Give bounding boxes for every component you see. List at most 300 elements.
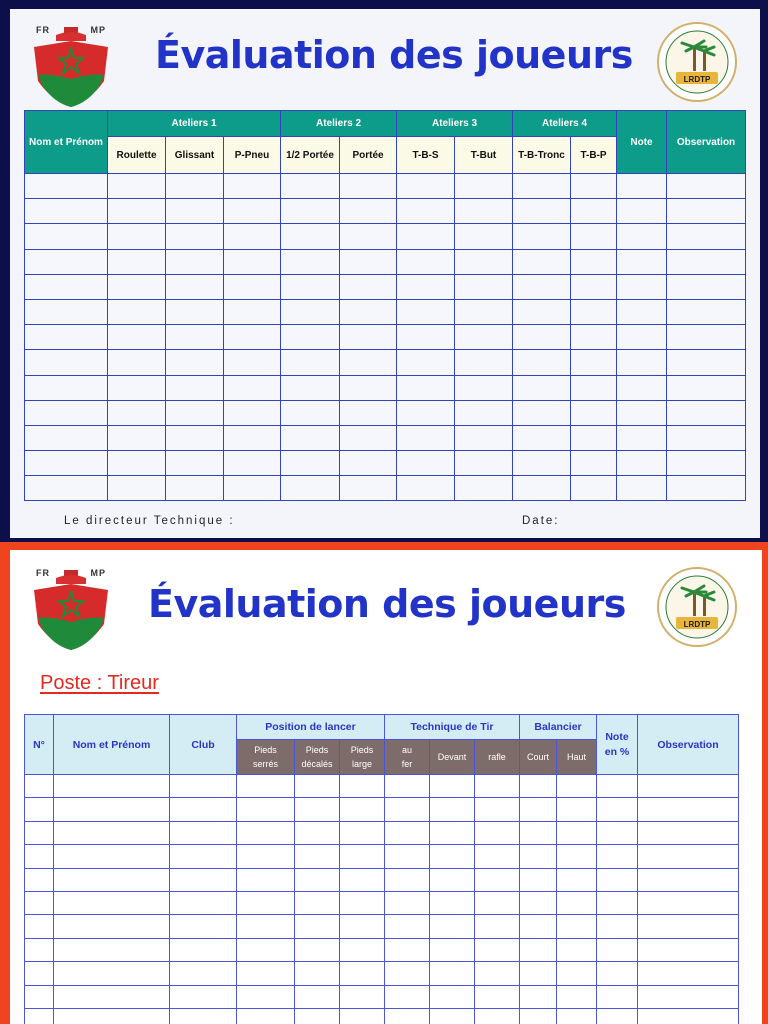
table-cell[interactable] bbox=[281, 299, 340, 324]
table-cell[interactable] bbox=[25, 350, 108, 375]
table-cell[interactable] bbox=[25, 985, 54, 1008]
table-cell[interactable] bbox=[385, 891, 430, 914]
table-cell[interactable] bbox=[224, 400, 281, 425]
table-cell[interactable] bbox=[430, 821, 475, 844]
table-cell[interactable] bbox=[557, 821, 597, 844]
table-cell[interactable] bbox=[340, 476, 397, 501]
table-cell[interactable] bbox=[430, 775, 475, 798]
table-cell[interactable] bbox=[340, 845, 385, 868]
table-cell[interactable] bbox=[397, 375, 455, 400]
table-cell[interactable] bbox=[557, 985, 597, 1008]
table-cell[interactable] bbox=[520, 962, 557, 985]
table-cell[interactable] bbox=[455, 249, 513, 274]
table-cell[interactable] bbox=[281, 375, 340, 400]
table-cell[interactable] bbox=[475, 985, 520, 1008]
table-cell[interactable] bbox=[385, 845, 430, 868]
table-cell[interactable] bbox=[281, 174, 340, 199]
table-cell[interactable] bbox=[571, 199, 617, 224]
table-cell[interactable] bbox=[340, 400, 397, 425]
table-cell[interactable] bbox=[597, 868, 638, 891]
table-cell[interactable] bbox=[617, 375, 667, 400]
table-cell[interactable] bbox=[385, 938, 430, 961]
table-cell[interactable] bbox=[281, 199, 340, 224]
table-cell[interactable] bbox=[54, 868, 170, 891]
table-cell[interactable] bbox=[340, 274, 397, 299]
table-cell[interactable] bbox=[108, 400, 166, 425]
table-cell[interactable] bbox=[25, 224, 108, 249]
table-cell[interactable] bbox=[597, 962, 638, 985]
table-cell[interactable] bbox=[385, 798, 430, 821]
table-cell[interactable] bbox=[520, 821, 557, 844]
table-cell[interactable] bbox=[520, 891, 557, 914]
table-cell[interactable] bbox=[25, 476, 108, 501]
table-cell[interactable] bbox=[430, 845, 475, 868]
table-cell[interactable] bbox=[667, 199, 746, 224]
table-cell[interactable] bbox=[295, 962, 340, 985]
table-cell[interactable] bbox=[340, 249, 397, 274]
table-cell[interactable] bbox=[430, 985, 475, 1008]
table-cell[interactable] bbox=[455, 325, 513, 350]
table-cell[interactable] bbox=[475, 775, 520, 798]
table-cell[interactable] bbox=[170, 1008, 237, 1024]
table-cell[interactable] bbox=[281, 425, 340, 450]
table-cell[interactable] bbox=[597, 938, 638, 961]
table-cell[interactable] bbox=[638, 915, 739, 938]
table-cell[interactable] bbox=[166, 425, 224, 450]
table-cell[interactable] bbox=[513, 199, 571, 224]
table-cell[interactable] bbox=[638, 1008, 739, 1024]
table-cell[interactable] bbox=[166, 249, 224, 274]
table-cell[interactable] bbox=[224, 375, 281, 400]
table-cell[interactable] bbox=[281, 325, 340, 350]
table-cell[interactable] bbox=[667, 325, 746, 350]
table-cell[interactable] bbox=[475, 868, 520, 891]
table-cell[interactable] bbox=[166, 174, 224, 199]
table-cell[interactable] bbox=[25, 845, 54, 868]
table-cell[interactable] bbox=[667, 476, 746, 501]
table-cell[interactable] bbox=[295, 915, 340, 938]
table-cell[interactable] bbox=[54, 938, 170, 961]
table-cell[interactable] bbox=[108, 199, 166, 224]
table-cell[interactable] bbox=[455, 299, 513, 324]
table-cell[interactable] bbox=[455, 375, 513, 400]
table-cell[interactable] bbox=[617, 299, 667, 324]
table-cell[interactable] bbox=[340, 962, 385, 985]
table-cell[interactable] bbox=[520, 868, 557, 891]
table-cell[interactable] bbox=[475, 821, 520, 844]
table-cell[interactable] bbox=[166, 451, 224, 476]
table-cell[interactable] bbox=[340, 350, 397, 375]
table-cell[interactable] bbox=[571, 325, 617, 350]
table-cell[interactable] bbox=[667, 350, 746, 375]
table-cell[interactable] bbox=[557, 962, 597, 985]
table-cell[interactable] bbox=[397, 325, 455, 350]
table-cell[interactable] bbox=[455, 425, 513, 450]
table-cell[interactable] bbox=[237, 821, 295, 844]
table-cell[interactable] bbox=[108, 375, 166, 400]
table-cell[interactable] bbox=[224, 476, 281, 501]
table-cell[interactable] bbox=[455, 350, 513, 375]
table-cell[interactable] bbox=[597, 845, 638, 868]
table-cell[interactable] bbox=[385, 962, 430, 985]
table-cell[interactable] bbox=[617, 274, 667, 299]
table-cell[interactable] bbox=[340, 325, 397, 350]
table-cell[interactable] bbox=[638, 962, 739, 985]
table-cell[interactable] bbox=[170, 845, 237, 868]
table-cell[interactable] bbox=[571, 451, 617, 476]
table-cell[interactable] bbox=[170, 868, 237, 891]
table-cell[interactable] bbox=[557, 775, 597, 798]
table-cell[interactable] bbox=[166, 375, 224, 400]
table-cell[interactable] bbox=[385, 775, 430, 798]
table-cell[interactable] bbox=[281, 350, 340, 375]
table-cell[interactable] bbox=[475, 915, 520, 938]
table-cell[interactable] bbox=[25, 425, 108, 450]
table-cell[interactable] bbox=[667, 224, 746, 249]
table-cell[interactable] bbox=[455, 476, 513, 501]
table-cell[interactable] bbox=[281, 249, 340, 274]
table-cell[interactable] bbox=[667, 375, 746, 400]
table-cell[interactable] bbox=[166, 325, 224, 350]
table-cell[interactable] bbox=[513, 400, 571, 425]
table-cell[interactable] bbox=[25, 775, 54, 798]
table-cell[interactable] bbox=[340, 775, 385, 798]
table-cell[interactable] bbox=[617, 451, 667, 476]
table-cell[interactable] bbox=[667, 425, 746, 450]
table-cell[interactable] bbox=[617, 425, 667, 450]
table-cell[interactable] bbox=[224, 249, 281, 274]
table-cell[interactable] bbox=[25, 891, 54, 914]
table-cell[interactable] bbox=[638, 845, 739, 868]
table-cell[interactable] bbox=[617, 199, 667, 224]
table-cell[interactable] bbox=[617, 325, 667, 350]
table-cell[interactable] bbox=[385, 868, 430, 891]
table-cell[interactable] bbox=[597, 1008, 638, 1024]
table-cell[interactable] bbox=[597, 798, 638, 821]
table-cell[interactable] bbox=[108, 274, 166, 299]
table-cell[interactable] bbox=[108, 350, 166, 375]
table-cell[interactable] bbox=[166, 350, 224, 375]
table-cell[interactable] bbox=[170, 798, 237, 821]
table-cell[interactable] bbox=[475, 891, 520, 914]
table-cell[interactable] bbox=[513, 274, 571, 299]
table-cell[interactable] bbox=[638, 821, 739, 844]
table-cell[interactable] bbox=[25, 962, 54, 985]
table-cell[interactable] bbox=[597, 821, 638, 844]
table-cell[interactable] bbox=[237, 915, 295, 938]
table-cell[interactable] bbox=[170, 985, 237, 1008]
table-cell[interactable] bbox=[295, 891, 340, 914]
table-cell[interactable] bbox=[25, 375, 108, 400]
logo-letters-right: MP bbox=[90, 25, 106, 35]
table-cell[interactable] bbox=[340, 1008, 385, 1024]
table-cell[interactable] bbox=[571, 274, 617, 299]
table-cell[interactable] bbox=[224, 451, 281, 476]
table-cell[interactable] bbox=[638, 938, 739, 961]
table-cell[interactable] bbox=[281, 451, 340, 476]
table-cell[interactable] bbox=[54, 1008, 170, 1024]
table-cell[interactable] bbox=[237, 1008, 295, 1024]
table-cell[interactable] bbox=[557, 938, 597, 961]
table-cell[interactable] bbox=[397, 299, 455, 324]
table-cell[interactable] bbox=[557, 891, 597, 914]
table-cell[interactable] bbox=[25, 868, 54, 891]
table-cell[interactable] bbox=[571, 299, 617, 324]
table-cell[interactable] bbox=[475, 962, 520, 985]
table-cell[interactable] bbox=[557, 915, 597, 938]
table-cell[interactable] bbox=[513, 451, 571, 476]
table-cell[interactable] bbox=[25, 249, 108, 274]
table-cell[interactable] bbox=[397, 425, 455, 450]
table-cell[interactable] bbox=[617, 476, 667, 501]
table-cell[interactable] bbox=[475, 845, 520, 868]
table-cell[interactable] bbox=[340, 451, 397, 476]
table-cell[interactable] bbox=[166, 299, 224, 324]
table-cell[interactable] bbox=[54, 845, 170, 868]
table-cell[interactable] bbox=[638, 891, 739, 914]
table-cell[interactable] bbox=[520, 915, 557, 938]
table-cell[interactable] bbox=[455, 174, 513, 199]
table-cell[interactable] bbox=[340, 891, 385, 914]
table-cell[interactable] bbox=[281, 274, 340, 299]
table-cell[interactable] bbox=[340, 938, 385, 961]
table-cell[interactable] bbox=[340, 375, 397, 400]
table-cell[interactable] bbox=[520, 845, 557, 868]
table-cell[interactable] bbox=[513, 299, 571, 324]
table-cell[interactable] bbox=[571, 400, 617, 425]
table-cell[interactable] bbox=[455, 199, 513, 224]
table-cell[interactable] bbox=[281, 400, 340, 425]
table-cell[interactable] bbox=[295, 775, 340, 798]
table-cell[interactable] bbox=[237, 845, 295, 868]
table-cell[interactable] bbox=[340, 299, 397, 324]
table-cell[interactable] bbox=[25, 451, 108, 476]
table-cell[interactable] bbox=[557, 868, 597, 891]
table-cell[interactable] bbox=[475, 938, 520, 961]
table-cell[interactable] bbox=[281, 476, 340, 501]
table-cell[interactable] bbox=[340, 868, 385, 891]
table-cell[interactable] bbox=[513, 174, 571, 199]
table-cell[interactable] bbox=[224, 199, 281, 224]
table-cell[interactable] bbox=[430, 962, 475, 985]
table-cell[interactable] bbox=[513, 350, 571, 375]
table-cell[interactable] bbox=[170, 821, 237, 844]
table-cell[interactable] bbox=[108, 476, 166, 501]
table-cell[interactable] bbox=[513, 476, 571, 501]
table-cell[interactable] bbox=[638, 775, 739, 798]
table-cell[interactable] bbox=[397, 224, 455, 249]
table-cell[interactable] bbox=[340, 425, 397, 450]
table-cell[interactable] bbox=[571, 375, 617, 400]
table-cell[interactable] bbox=[25, 821, 54, 844]
table-cell[interactable] bbox=[638, 798, 739, 821]
table-cell[interactable] bbox=[237, 891, 295, 914]
table-cell[interactable] bbox=[513, 224, 571, 249]
table-cell[interactable] bbox=[295, 845, 340, 868]
table-cell[interactable] bbox=[237, 962, 295, 985]
table-cell[interactable] bbox=[520, 1008, 557, 1024]
table-cell[interactable] bbox=[108, 325, 166, 350]
table-cell[interactable] bbox=[520, 775, 557, 798]
table-cell[interactable] bbox=[170, 962, 237, 985]
table-cell[interactable] bbox=[397, 274, 455, 299]
table-cell[interactable] bbox=[54, 821, 170, 844]
table-cell[interactable] bbox=[295, 985, 340, 1008]
table-cell[interactable] bbox=[281, 224, 340, 249]
table-cell[interactable] bbox=[667, 400, 746, 425]
table-cell[interactable] bbox=[340, 199, 397, 224]
table-cell[interactable] bbox=[25, 915, 54, 938]
table-cell[interactable] bbox=[430, 798, 475, 821]
table-cell[interactable] bbox=[237, 985, 295, 1008]
table-cell[interactable] bbox=[108, 451, 166, 476]
table-cell[interactable] bbox=[224, 350, 281, 375]
table-cell[interactable] bbox=[571, 174, 617, 199]
table-cell[interactable] bbox=[571, 425, 617, 450]
table-cell[interactable] bbox=[25, 798, 54, 821]
table-cell[interactable] bbox=[638, 985, 739, 1008]
table-cell[interactable] bbox=[54, 891, 170, 914]
table-cell[interactable] bbox=[667, 451, 746, 476]
table-cell[interactable] bbox=[295, 821, 340, 844]
table-cell[interactable] bbox=[571, 249, 617, 274]
table-cell[interactable] bbox=[455, 400, 513, 425]
table-cell[interactable] bbox=[667, 249, 746, 274]
table-cell[interactable] bbox=[397, 451, 455, 476]
table-cell[interactable] bbox=[597, 775, 638, 798]
table-cell[interactable] bbox=[224, 174, 281, 199]
table-cell[interactable] bbox=[166, 400, 224, 425]
table-cell[interactable] bbox=[295, 798, 340, 821]
table-cell[interactable] bbox=[475, 1008, 520, 1024]
table-cell[interactable] bbox=[397, 400, 455, 425]
table-cell[interactable] bbox=[25, 274, 108, 299]
table-cell[interactable] bbox=[385, 821, 430, 844]
table-cell[interactable] bbox=[108, 174, 166, 199]
table-cell[interactable] bbox=[340, 821, 385, 844]
table-cell[interactable] bbox=[520, 985, 557, 1008]
table-cell[interactable] bbox=[108, 224, 166, 249]
table-cell[interactable] bbox=[224, 274, 281, 299]
table-cell[interactable] bbox=[385, 985, 430, 1008]
table-cell[interactable] bbox=[340, 174, 397, 199]
table-cell[interactable] bbox=[638, 868, 739, 891]
table-cell[interactable] bbox=[397, 199, 455, 224]
table-cell[interactable] bbox=[667, 299, 746, 324]
table-cell[interactable] bbox=[224, 425, 281, 450]
table-cell[interactable] bbox=[224, 299, 281, 324]
table-cell[interactable] bbox=[237, 775, 295, 798]
table-cell[interactable] bbox=[340, 985, 385, 1008]
table-cell[interactable] bbox=[617, 174, 667, 199]
table-cell[interactable] bbox=[385, 915, 430, 938]
table-cell[interactable] bbox=[170, 915, 237, 938]
table-cell[interactable] bbox=[520, 938, 557, 961]
table-cell[interactable] bbox=[54, 798, 170, 821]
table-cell[interactable] bbox=[475, 798, 520, 821]
table-cell[interactable] bbox=[54, 985, 170, 1008]
table-cell[interactable] bbox=[25, 325, 108, 350]
table-cell[interactable] bbox=[166, 199, 224, 224]
table-cell[interactable] bbox=[385, 1008, 430, 1024]
table-cell[interactable] bbox=[108, 249, 166, 274]
table-cell[interactable] bbox=[237, 798, 295, 821]
table-cell[interactable] bbox=[430, 868, 475, 891]
table-cell[interactable] bbox=[25, 174, 108, 199]
table-cell[interactable] bbox=[224, 325, 281, 350]
table-cell[interactable] bbox=[170, 938, 237, 961]
table-cell[interactable] bbox=[571, 224, 617, 249]
table-cell[interactable] bbox=[597, 985, 638, 1008]
table-cell[interactable] bbox=[166, 274, 224, 299]
table-cell[interactable] bbox=[597, 891, 638, 914]
table-cell[interactable] bbox=[25, 400, 108, 425]
table-cell[interactable] bbox=[340, 798, 385, 821]
table-cell[interactable] bbox=[455, 224, 513, 249]
table-cell[interactable] bbox=[54, 915, 170, 938]
table-cell[interactable] bbox=[667, 274, 746, 299]
table-cell[interactable] bbox=[513, 375, 571, 400]
table-cell[interactable] bbox=[520, 798, 557, 821]
table-cell[interactable] bbox=[430, 1008, 475, 1024]
table-cell[interactable] bbox=[224, 224, 281, 249]
table-cell[interactable] bbox=[340, 224, 397, 249]
table-cell[interactable] bbox=[397, 350, 455, 375]
table-cell[interactable] bbox=[237, 938, 295, 961]
table-cell[interactable] bbox=[430, 915, 475, 938]
table-cell[interactable] bbox=[54, 962, 170, 985]
table-cell[interactable] bbox=[617, 350, 667, 375]
table-cell[interactable] bbox=[397, 476, 455, 501]
table-cell[interactable] bbox=[295, 1008, 340, 1024]
table-cell[interactable] bbox=[455, 274, 513, 299]
table-cell[interactable] bbox=[557, 845, 597, 868]
table-cell[interactable] bbox=[25, 938, 54, 961]
table-cell[interactable] bbox=[617, 400, 667, 425]
table-cell[interactable] bbox=[295, 868, 340, 891]
table-cell[interactable] bbox=[571, 350, 617, 375]
table-cell[interactable] bbox=[617, 249, 667, 274]
table-cell[interactable] bbox=[108, 299, 166, 324]
table-cell[interactable] bbox=[597, 915, 638, 938]
table-cell[interactable] bbox=[513, 325, 571, 350]
table-cell[interactable] bbox=[455, 451, 513, 476]
table-cell[interactable] bbox=[295, 938, 340, 961]
table-cell[interactable] bbox=[25, 199, 108, 224]
table-cell[interactable] bbox=[54, 775, 170, 798]
table-cell[interactable] bbox=[237, 868, 295, 891]
table-cell[interactable] bbox=[340, 915, 385, 938]
table-cell[interactable] bbox=[617, 224, 667, 249]
table-cell[interactable] bbox=[166, 476, 224, 501]
table-cell[interactable] bbox=[397, 249, 455, 274]
table-cell[interactable] bbox=[430, 891, 475, 914]
table-cell[interactable] bbox=[571, 476, 617, 501]
table-cell[interactable] bbox=[25, 1008, 54, 1024]
table-cell[interactable] bbox=[667, 174, 746, 199]
table-cell[interactable] bbox=[25, 299, 108, 324]
table-cell[interactable] bbox=[108, 425, 166, 450]
table-cell[interactable] bbox=[513, 425, 571, 450]
table-cell[interactable] bbox=[397, 174, 455, 199]
table-cell[interactable] bbox=[430, 938, 475, 961]
table-cell[interactable] bbox=[557, 1008, 597, 1024]
table-cell[interactable] bbox=[166, 224, 224, 249]
table-cell[interactable] bbox=[170, 891, 237, 914]
table-cell[interactable] bbox=[513, 249, 571, 274]
table-cell[interactable] bbox=[557, 798, 597, 821]
table-cell[interactable] bbox=[170, 775, 237, 798]
